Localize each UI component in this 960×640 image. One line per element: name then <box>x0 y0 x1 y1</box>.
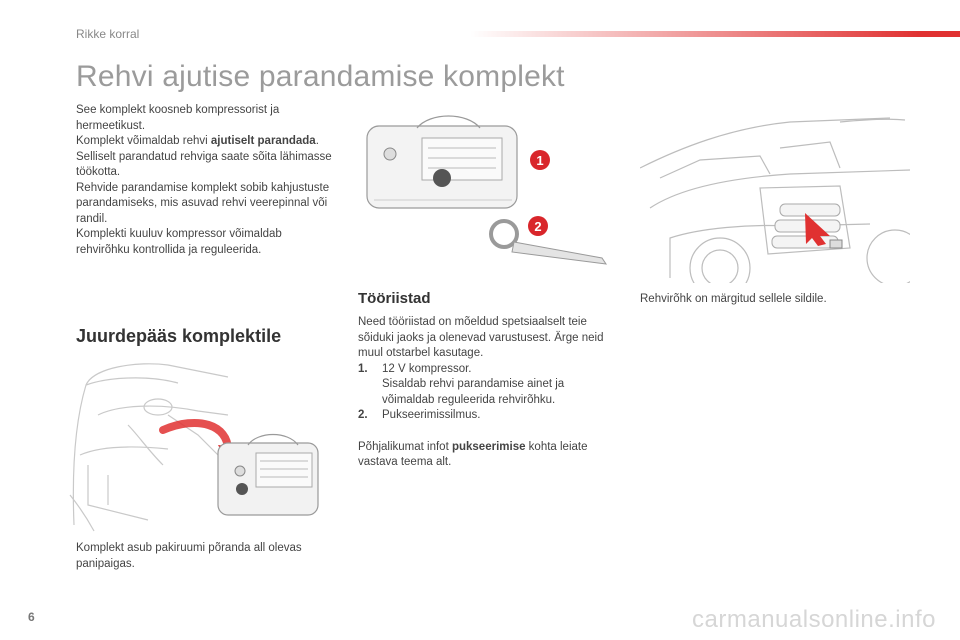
section-label: Rikke korral <box>76 27 140 41</box>
intro-paragraph-5: Komplekti kuuluv kompressor võimaldab rehvirõhku kontrollida ja reguleerida. <box>76 228 282 256</box>
tools-note-bold: pukseerimise <box>451 440 526 453</box>
intro-text <box>76 103 338 258</box>
intro-p2-bold: ajutiselt parandada <box>210 135 316 147</box>
list-item-text: Pukseerimissilmus. <box>382 409 481 421</box>
svg-text:1: 1 <box>536 153 544 168</box>
towing-eye-icon <box>491 221 606 264</box>
page-title: Rehvi ajutise parandamise komplekt <box>76 60 565 93</box>
intro-paragraph-1: See komplekt koosneb kompressorist ja hermeetikust. <box>76 104 280 132</box>
pressure-label-icon <box>830 240 842 248</box>
tools-intro: Need tööriistad on mõeldud spetsiaalselt teie sõiduki jaoks ja olenevad varustusest. Ärge neid muul otstarbel kasutage. <box>358 316 604 359</box>
watermark: carmanualsonline.info <box>692 606 936 633</box>
tools-note-suffix: kohta leiate vastava teema alt. <box>358 440 588 468</box>
tools-note <box>358 440 618 471</box>
compressor-icon <box>367 116 517 208</box>
svg-text:2: 2 <box>534 219 542 234</box>
access-caption: Komplekt asub pakiruumi põranda all olevas panipaigas. <box>76 542 302 570</box>
intro-paragraph-2 <box>76 134 338 150</box>
tools-heading: Tööriistad <box>358 290 431 307</box>
list-item-number: 2. <box>358 409 368 421</box>
list-item <box>358 362 618 409</box>
header-accent-bar <box>470 31 960 37</box>
list-item <box>358 408 618 424</box>
intro-paragraph-4: Rehvide parandamise komplekt sobib kahjustuste parandamiseks, mis asuvad rehvi veerepinnal või randil. <box>76 181 330 225</box>
tools-text <box>358 315 618 471</box>
intro-p2-text: Komplekt võimaldab rehvi <box>76 135 211 147</box>
car-illustration <box>640 108 910 283</box>
tools-note-prefix: Põhjalikumat infot <box>358 440 452 453</box>
callout-2 <box>528 216 548 236</box>
page-number: 6 <box>28 610 35 624</box>
access-heading: Juurdepääs komplektile <box>76 326 282 346</box>
list-item-text: 12 V kompressor. Sisaldab rehvi parandamise ainet ja võimaldab reguleerida rehvirõhku. <box>382 362 565 406</box>
list-item-number: 1. <box>358 362 368 375</box>
intro-paragraph-3: Selliselt parandatud rehviga saate sõita lähimasse töökotta. <box>76 150 332 178</box>
trunk-illustration <box>68 355 338 533</box>
tools-list <box>358 362 618 424</box>
car-caption: Rehvirõhk on märgitud sellele sildile. <box>640 293 827 305</box>
tools-illustration <box>362 108 618 283</box>
callout-1 <box>530 150 550 170</box>
intro-p2-suffix: . <box>315 135 319 147</box>
